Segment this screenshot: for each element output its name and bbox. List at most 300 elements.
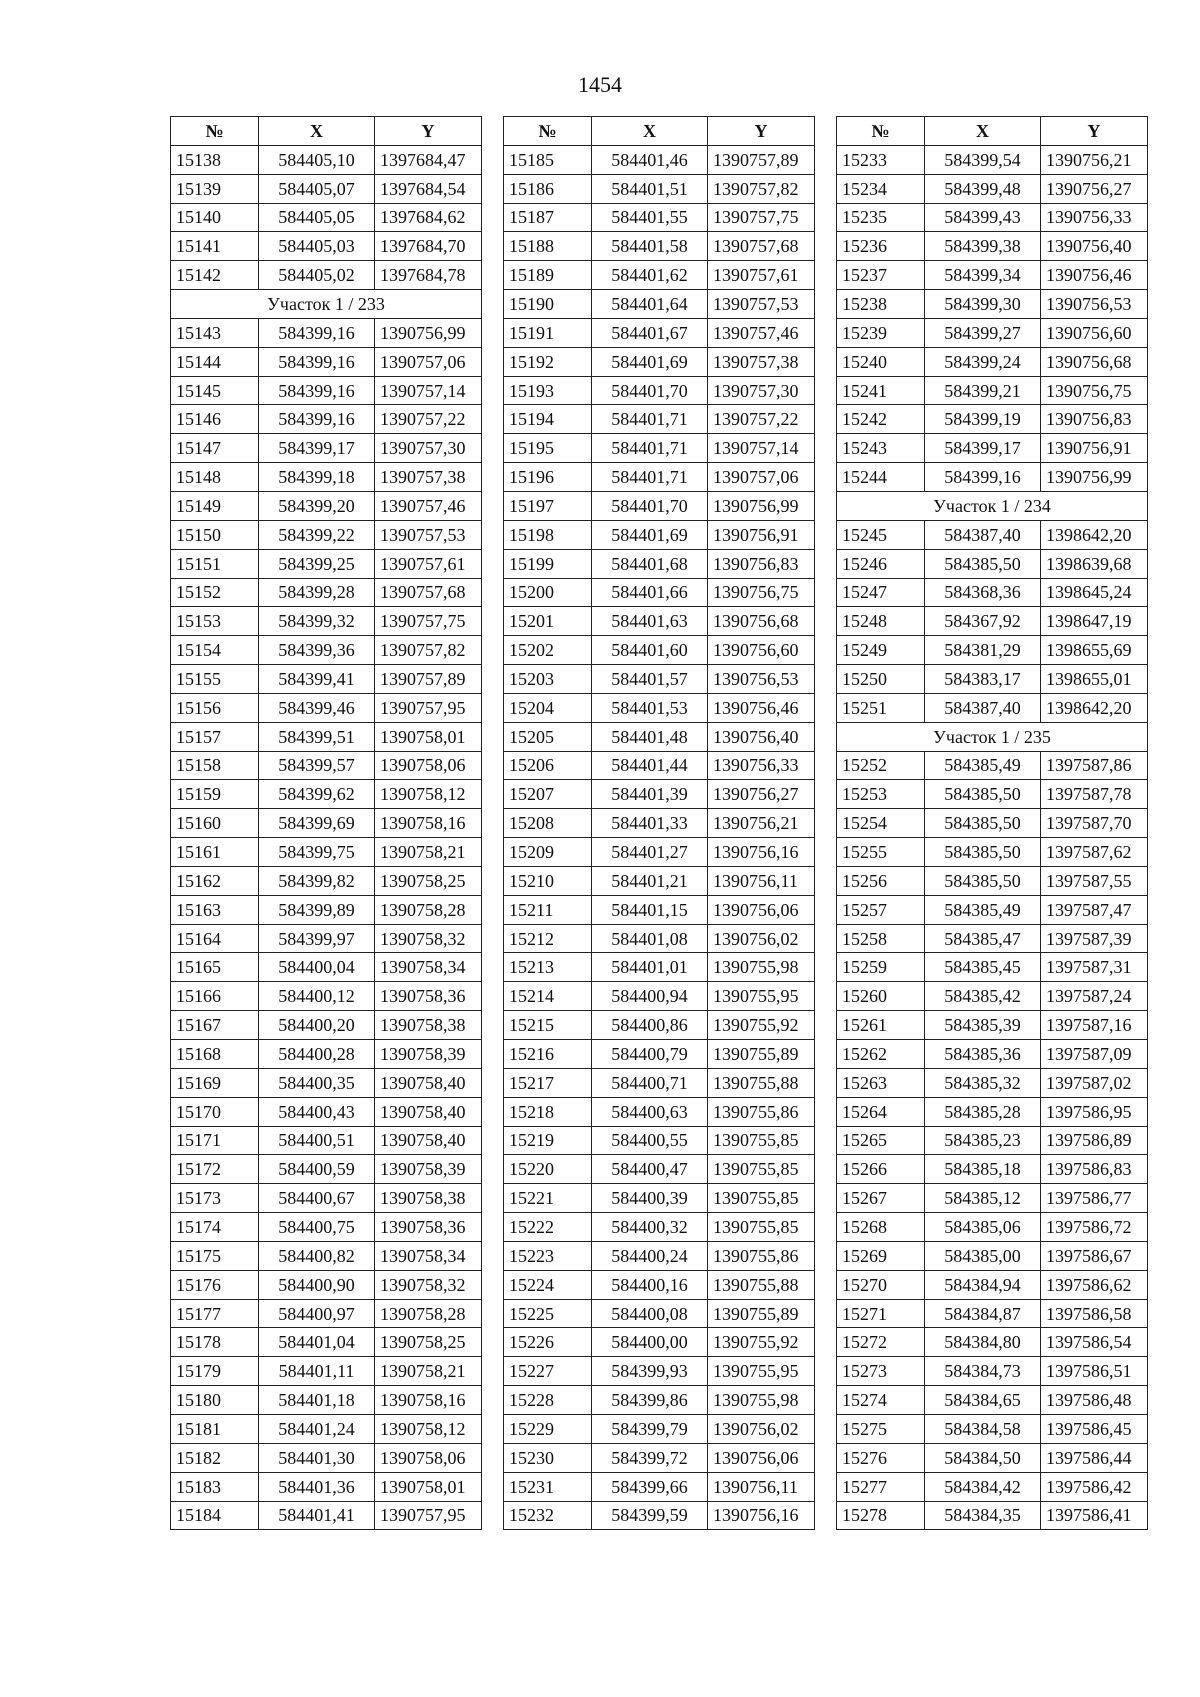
header-x: X xyxy=(592,117,708,146)
x-coordinate-cell: 584399,24 xyxy=(925,347,1041,376)
x-coordinate-cell: 584385,50 xyxy=(925,838,1041,867)
y-coordinate-cell: 1390756,60 xyxy=(708,636,815,665)
y-coordinate-cell: 1390758,36 xyxy=(375,1213,482,1242)
x-coordinate-cell: 584401,30 xyxy=(259,1443,375,1472)
table-row xyxy=(504,1501,815,1530)
x-coordinate-cell: 584400,82 xyxy=(259,1241,375,1270)
x-coordinate-cell: 584384,50 xyxy=(925,1443,1041,1472)
x-coordinate-cell: 584385,00 xyxy=(925,1241,1041,1270)
point-number-cell: 15181 xyxy=(171,1414,259,1443)
y-coordinate-cell: 1390757,30 xyxy=(708,376,815,405)
y-coordinate-cell: 1390756,02 xyxy=(708,1414,815,1443)
point-number-cell: 15262 xyxy=(837,1040,925,1069)
table-row xyxy=(837,1501,1148,1530)
y-coordinate-cell: 1390756,33 xyxy=(708,751,815,780)
table-row xyxy=(837,1011,1148,1040)
x-coordinate-cell: 584400,63 xyxy=(592,1097,708,1126)
table-row xyxy=(837,261,1148,290)
y-coordinate-cell: 1390758,16 xyxy=(375,809,482,838)
table-row xyxy=(504,376,815,405)
point-number-cell: 15241 xyxy=(837,376,925,405)
table-header-row xyxy=(837,117,1148,146)
table-row xyxy=(171,1472,482,1501)
y-coordinate-cell: 1390758,34 xyxy=(375,1241,482,1270)
y-coordinate-cell: 1390758,39 xyxy=(375,1155,482,1184)
y-coordinate-cell: 1390758,32 xyxy=(375,1270,482,1299)
header-y: Y xyxy=(1041,117,1148,146)
point-number-cell: 15216 xyxy=(504,1040,592,1069)
x-coordinate-cell: 584400,39 xyxy=(592,1184,708,1213)
x-coordinate-cell: 584401,27 xyxy=(592,838,708,867)
point-number-cell: 15229 xyxy=(504,1414,592,1443)
x-coordinate-cell: 584399,19 xyxy=(925,405,1041,434)
point-number-cell: 15166 xyxy=(171,982,259,1011)
table-row xyxy=(504,1328,815,1357)
table-row xyxy=(837,1184,1148,1213)
x-coordinate-cell: 584400,28 xyxy=(259,1040,375,1069)
table-row xyxy=(171,607,482,636)
table-row xyxy=(171,1097,482,1126)
point-number-cell: 15202 xyxy=(504,636,592,665)
x-coordinate-cell: 584401,57 xyxy=(592,665,708,694)
point-number-cell: 15177 xyxy=(171,1299,259,1328)
point-number-cell: 15140 xyxy=(171,203,259,232)
y-coordinate-cell: 1390755,92 xyxy=(708,1328,815,1357)
y-coordinate-cell: 1390757,14 xyxy=(375,376,482,405)
y-coordinate-cell: 1390755,85 xyxy=(708,1213,815,1242)
x-coordinate-cell: 584400,08 xyxy=(592,1299,708,1328)
point-number-cell: 15265 xyxy=(837,1126,925,1155)
y-coordinate-cell: 1390755,88 xyxy=(708,1068,815,1097)
y-coordinate-cell: 1397586,51 xyxy=(1041,1357,1148,1386)
table-row xyxy=(837,1040,1148,1069)
table-row xyxy=(171,722,482,751)
table-row xyxy=(504,924,815,953)
point-number-cell: 15138 xyxy=(171,145,259,174)
y-coordinate-cell: 1390758,25 xyxy=(375,1328,482,1357)
point-number-cell: 15204 xyxy=(504,693,592,722)
table-row xyxy=(504,1270,815,1299)
table-row xyxy=(171,953,482,982)
y-coordinate-cell: 1397586,44 xyxy=(1041,1443,1148,1472)
y-coordinate-cell: 1390758,34 xyxy=(375,953,482,982)
y-coordinate-cell: 1390758,25 xyxy=(375,866,482,895)
point-number-cell: 15183 xyxy=(171,1472,259,1501)
y-coordinate-cell: 1390756,16 xyxy=(708,838,815,867)
y-coordinate-cell: 1390757,22 xyxy=(375,405,482,434)
point-number-cell: 15180 xyxy=(171,1386,259,1415)
point-number-cell: 15178 xyxy=(171,1328,259,1357)
point-number-cell: 15239 xyxy=(837,318,925,347)
y-coordinate-cell: 1390756,68 xyxy=(708,607,815,636)
table-row xyxy=(837,982,1148,1011)
y-coordinate-cell: 1398655,69 xyxy=(1041,636,1148,665)
point-number-cell: 15212 xyxy=(504,924,592,953)
table-row xyxy=(504,866,815,895)
header-y: Y xyxy=(708,117,815,146)
x-coordinate-cell: 584400,00 xyxy=(592,1328,708,1357)
y-coordinate-cell: 1397586,58 xyxy=(1041,1299,1148,1328)
point-number-cell: 15220 xyxy=(504,1155,592,1184)
table-row xyxy=(837,1414,1148,1443)
x-coordinate-cell: 584399,82 xyxy=(259,866,375,895)
y-coordinate-cell: 1397587,39 xyxy=(1041,924,1148,953)
x-coordinate-cell: 584385,23 xyxy=(925,1126,1041,1155)
point-number-cell: 15250 xyxy=(837,665,925,694)
point-number-cell: 15228 xyxy=(504,1386,592,1415)
point-number-cell: 15268 xyxy=(837,1213,925,1242)
x-coordinate-cell: 584400,79 xyxy=(592,1040,708,1069)
table-row xyxy=(837,1472,1148,1501)
point-number-cell: 15233 xyxy=(837,145,925,174)
y-coordinate-cell: 1390758,06 xyxy=(375,751,482,780)
y-coordinate-cell: 1390756,60 xyxy=(1041,318,1148,347)
point-number-cell: 15263 xyxy=(837,1068,925,1097)
y-coordinate-cell: 1397586,83 xyxy=(1041,1155,1148,1184)
y-coordinate-cell: 1390756,40 xyxy=(1041,232,1148,261)
point-number-cell: 15142 xyxy=(171,261,259,290)
table-row xyxy=(504,809,815,838)
section-row xyxy=(837,722,1148,751)
table-header-row xyxy=(504,117,815,146)
table-row xyxy=(504,290,815,319)
point-number-cell: 15152 xyxy=(171,578,259,607)
point-number-cell: 15147 xyxy=(171,434,259,463)
y-coordinate-cell: 1390755,89 xyxy=(708,1299,815,1328)
y-coordinate-cell: 1390756,40 xyxy=(708,722,815,751)
point-number-cell: 15139 xyxy=(171,174,259,203)
x-coordinate-cell: 584399,93 xyxy=(592,1357,708,1386)
point-number-cell: 15274 xyxy=(837,1386,925,1415)
table-row xyxy=(171,549,482,578)
x-coordinate-cell: 584401,71 xyxy=(592,463,708,492)
x-coordinate-cell: 584385,49 xyxy=(925,895,1041,924)
y-coordinate-cell: 1390756,99 xyxy=(1041,463,1148,492)
point-number-cell: 15237 xyxy=(837,261,925,290)
point-number-cell: 15231 xyxy=(504,1472,592,1501)
point-number-cell: 15175 xyxy=(171,1241,259,1270)
y-coordinate-cell: 1390757,22 xyxy=(708,405,815,434)
x-coordinate-cell: 584399,43 xyxy=(925,203,1041,232)
point-number-cell: 15199 xyxy=(504,549,592,578)
x-coordinate-cell: 584385,47 xyxy=(925,924,1041,953)
x-coordinate-cell: 584385,45 xyxy=(925,953,1041,982)
y-coordinate-cell: 1390758,21 xyxy=(375,1357,482,1386)
point-number-cell: 15164 xyxy=(171,924,259,953)
y-coordinate-cell: 1390756,27 xyxy=(708,780,815,809)
point-number-cell: 15276 xyxy=(837,1443,925,1472)
table-row xyxy=(504,1357,815,1386)
table-row xyxy=(837,174,1148,203)
x-coordinate-cell: 584405,10 xyxy=(259,145,375,174)
x-coordinate-cell: 584385,06 xyxy=(925,1213,1041,1242)
point-number-cell: 15187 xyxy=(504,203,592,232)
table-row xyxy=(171,347,482,376)
x-coordinate-cell: 584384,35 xyxy=(925,1501,1041,1530)
y-coordinate-cell: 1397586,54 xyxy=(1041,1328,1148,1357)
table-row xyxy=(504,1126,815,1155)
y-coordinate-cell: 1390758,12 xyxy=(375,1414,482,1443)
point-number-cell: 15170 xyxy=(171,1097,259,1126)
x-coordinate-cell: 584405,02 xyxy=(259,261,375,290)
y-coordinate-cell: 1390757,95 xyxy=(375,693,482,722)
table-row xyxy=(504,751,815,780)
table-row xyxy=(504,463,815,492)
y-coordinate-cell: 1390757,46 xyxy=(375,491,482,520)
y-coordinate-cell: 1397587,09 xyxy=(1041,1040,1148,1069)
point-number-cell: 15225 xyxy=(504,1299,592,1328)
y-coordinate-cell: 1397586,48 xyxy=(1041,1386,1148,1415)
x-coordinate-cell: 584399,89 xyxy=(259,895,375,924)
y-coordinate-cell: 1390757,06 xyxy=(708,463,815,492)
table-row xyxy=(171,924,482,953)
y-coordinate-cell: 1390755,95 xyxy=(708,982,815,1011)
y-coordinate-cell: 1390757,61 xyxy=(375,549,482,578)
x-coordinate-cell: 584399,59 xyxy=(592,1501,708,1530)
x-coordinate-cell: 584401,71 xyxy=(592,405,708,434)
point-number-cell: 15238 xyxy=(837,290,925,319)
table-row xyxy=(171,1501,482,1530)
x-coordinate-cell: 584400,86 xyxy=(592,1011,708,1040)
table-row xyxy=(837,376,1148,405)
x-coordinate-cell: 584401,62 xyxy=(592,261,708,290)
y-coordinate-cell: 1390756,91 xyxy=(1041,434,1148,463)
table-row xyxy=(171,1155,482,1184)
x-coordinate-cell: 584400,75 xyxy=(259,1213,375,1242)
x-coordinate-cell: 584399,27 xyxy=(925,318,1041,347)
table-row xyxy=(171,1443,482,1472)
table-row xyxy=(837,1126,1148,1155)
y-coordinate-cell: 1390756,46 xyxy=(708,693,815,722)
y-coordinate-cell: 1398642,20 xyxy=(1041,693,1148,722)
y-coordinate-cell: 1390757,89 xyxy=(375,665,482,694)
y-coordinate-cell: 1390758,01 xyxy=(375,1472,482,1501)
y-coordinate-cell: 1390758,12 xyxy=(375,780,482,809)
y-coordinate-cell: 1390758,28 xyxy=(375,1299,482,1328)
point-number-cell: 15243 xyxy=(837,434,925,463)
x-coordinate-cell: 584399,30 xyxy=(925,290,1041,319)
table-row xyxy=(504,1472,815,1501)
y-coordinate-cell: 1390756,75 xyxy=(1041,376,1148,405)
table-row xyxy=(171,1040,482,1069)
page-number: 1454 xyxy=(578,72,622,97)
point-number-cell: 15148 xyxy=(171,463,259,492)
x-coordinate-cell: 584399,46 xyxy=(259,693,375,722)
x-coordinate-cell: 584399,28 xyxy=(259,578,375,607)
table-row xyxy=(171,809,482,838)
point-number-cell: 15195 xyxy=(504,434,592,463)
y-coordinate-cell: 1390758,39 xyxy=(375,1040,482,1069)
point-number-cell: 15208 xyxy=(504,809,592,838)
point-number-cell: 15210 xyxy=(504,866,592,895)
x-coordinate-cell: 584401,11 xyxy=(259,1357,375,1386)
table-header-row xyxy=(171,117,482,146)
y-coordinate-cell: 1390757,06 xyxy=(375,347,482,376)
point-number-cell: 15171 xyxy=(171,1126,259,1155)
y-coordinate-cell: 1390757,95 xyxy=(375,1501,482,1530)
table-row xyxy=(171,520,482,549)
table-row xyxy=(171,665,482,694)
y-coordinate-cell: 1397586,89 xyxy=(1041,1126,1148,1155)
table-row xyxy=(837,1213,1148,1242)
table-row xyxy=(837,636,1148,665)
y-coordinate-cell: 1390757,82 xyxy=(708,174,815,203)
point-number-cell: 15168 xyxy=(171,1040,259,1069)
y-coordinate-cell: 1390756,83 xyxy=(1041,405,1148,434)
x-coordinate-cell: 584400,94 xyxy=(592,982,708,1011)
table-row xyxy=(504,1155,815,1184)
table-row xyxy=(837,866,1148,895)
x-coordinate-cell: 584401,66 xyxy=(592,578,708,607)
x-coordinate-cell: 584405,05 xyxy=(259,203,375,232)
point-number-cell: 15196 xyxy=(504,463,592,492)
table-row xyxy=(837,1097,1148,1126)
y-coordinate-cell: 1390757,75 xyxy=(708,203,815,232)
point-number-cell: 15143 xyxy=(171,318,259,347)
table-row xyxy=(837,895,1148,924)
point-number-cell: 15224 xyxy=(504,1270,592,1299)
table-row xyxy=(504,1386,815,1415)
point-number-cell: 15221 xyxy=(504,1184,592,1213)
point-number-cell: 15193 xyxy=(504,376,592,405)
table-row xyxy=(504,1299,815,1328)
point-number-cell: 15154 xyxy=(171,636,259,665)
x-coordinate-cell: 584399,18 xyxy=(259,463,375,492)
x-coordinate-cell: 584399,16 xyxy=(259,376,375,405)
y-coordinate-cell: 1397587,24 xyxy=(1041,982,1148,1011)
table-row xyxy=(504,174,815,203)
point-number-cell: 15251 xyxy=(837,693,925,722)
y-coordinate-cell: 1390757,14 xyxy=(708,434,815,463)
point-number-cell: 15149 xyxy=(171,491,259,520)
point-number-cell: 15240 xyxy=(837,347,925,376)
coordinates-table-2 xyxy=(503,116,815,1530)
table-row xyxy=(837,809,1148,838)
point-number-cell: 15219 xyxy=(504,1126,592,1155)
x-coordinate-cell: 584385,49 xyxy=(925,751,1041,780)
x-coordinate-cell: 584401,46 xyxy=(592,145,708,174)
point-number-cell: 15179 xyxy=(171,1357,259,1386)
x-coordinate-cell: 584399,20 xyxy=(259,491,375,520)
point-number-cell: 15205 xyxy=(504,722,592,751)
point-number-cell: 15234 xyxy=(837,174,925,203)
point-number-cell: 15259 xyxy=(837,953,925,982)
x-coordinate-cell: 584400,20 xyxy=(259,1011,375,1040)
table-row xyxy=(171,1414,482,1443)
table-row xyxy=(171,1357,482,1386)
y-coordinate-cell: 1390758,38 xyxy=(375,1184,482,1213)
y-coordinate-cell: 1390756,68 xyxy=(1041,347,1148,376)
x-coordinate-cell: 584399,48 xyxy=(925,174,1041,203)
point-number-cell: 15158 xyxy=(171,751,259,780)
x-coordinate-cell: 584399,22 xyxy=(259,520,375,549)
point-number-cell: 15254 xyxy=(837,809,925,838)
x-coordinate-cell: 584385,12 xyxy=(925,1184,1041,1213)
point-number-cell: 15236 xyxy=(837,232,925,261)
y-coordinate-cell: 1390756,75 xyxy=(708,578,815,607)
y-coordinate-cell: 1390756,91 xyxy=(708,520,815,549)
table-row xyxy=(837,578,1148,607)
point-number-cell: 15244 xyxy=(837,463,925,492)
x-coordinate-cell: 584384,42 xyxy=(925,1472,1041,1501)
y-coordinate-cell: 1390758,06 xyxy=(375,1443,482,1472)
point-number-cell: 15197 xyxy=(504,491,592,520)
point-number-cell: 15277 xyxy=(837,1472,925,1501)
point-number-cell: 15146 xyxy=(171,405,259,434)
point-number-cell: 15144 xyxy=(171,347,259,376)
point-number-cell: 15246 xyxy=(837,549,925,578)
y-coordinate-cell: 1390755,88 xyxy=(708,1270,815,1299)
y-coordinate-cell: 1390756,02 xyxy=(708,924,815,953)
header-number: № xyxy=(837,117,925,146)
table-row xyxy=(837,751,1148,780)
table-row xyxy=(837,203,1148,232)
point-number-cell: 15218 xyxy=(504,1097,592,1126)
table-row xyxy=(171,1126,482,1155)
x-coordinate-cell: 584400,35 xyxy=(259,1068,375,1097)
table-row xyxy=(837,1299,1148,1328)
table-row xyxy=(504,895,815,924)
y-coordinate-cell: 1390756,33 xyxy=(1041,203,1148,232)
point-number-cell: 15242 xyxy=(837,405,925,434)
header-y: Y xyxy=(375,117,482,146)
x-coordinate-cell: 584385,32 xyxy=(925,1068,1041,1097)
y-coordinate-cell: 1397684,54 xyxy=(375,174,482,203)
point-number-cell: 15253 xyxy=(837,780,925,809)
table-row xyxy=(171,376,482,405)
y-coordinate-cell: 1397586,95 xyxy=(1041,1097,1148,1126)
x-coordinate-cell: 584387,40 xyxy=(925,693,1041,722)
x-coordinate-cell: 584401,55 xyxy=(592,203,708,232)
section-row xyxy=(171,290,482,319)
point-number-cell: 15211 xyxy=(504,895,592,924)
x-coordinate-cell: 584400,32 xyxy=(592,1213,708,1242)
y-coordinate-cell: 1390758,16 xyxy=(375,1386,482,1415)
point-number-cell: 15194 xyxy=(504,405,592,434)
y-coordinate-cell: 1390758,40 xyxy=(375,1097,482,1126)
header-number: № xyxy=(171,117,259,146)
table-row xyxy=(504,347,815,376)
x-coordinate-cell: 584401,68 xyxy=(592,549,708,578)
point-number-cell: 15165 xyxy=(171,953,259,982)
point-number-cell: 15232 xyxy=(504,1501,592,1530)
point-number-cell: 15191 xyxy=(504,318,592,347)
y-coordinate-cell: 1390755,86 xyxy=(708,1241,815,1270)
table-row xyxy=(171,232,482,261)
x-coordinate-cell: 584384,65 xyxy=(925,1386,1041,1415)
point-number-cell: 15203 xyxy=(504,665,592,694)
x-coordinate-cell: 584399,32 xyxy=(259,607,375,636)
x-coordinate-cell: 584400,47 xyxy=(592,1155,708,1184)
x-coordinate-cell: 584400,04 xyxy=(259,953,375,982)
point-number-cell: 15163 xyxy=(171,895,259,924)
x-coordinate-cell: 584399,16 xyxy=(925,463,1041,492)
table-row xyxy=(837,405,1148,434)
x-coordinate-cell: 584399,75 xyxy=(259,838,375,867)
y-coordinate-cell: 1397587,62 xyxy=(1041,838,1148,867)
x-coordinate-cell: 584401,18 xyxy=(259,1386,375,1415)
point-number-cell: 15215 xyxy=(504,1011,592,1040)
table-row xyxy=(171,318,482,347)
y-coordinate-cell: 1397587,02 xyxy=(1041,1068,1148,1097)
x-coordinate-cell: 584385,28 xyxy=(925,1097,1041,1126)
y-coordinate-cell: 1390756,83 xyxy=(708,549,815,578)
y-coordinate-cell: 1390755,95 xyxy=(708,1357,815,1386)
point-number-cell: 15217 xyxy=(504,1068,592,1097)
table-row xyxy=(837,463,1148,492)
x-coordinate-cell: 584385,50 xyxy=(925,780,1041,809)
y-coordinate-cell: 1390756,16 xyxy=(708,1501,815,1530)
